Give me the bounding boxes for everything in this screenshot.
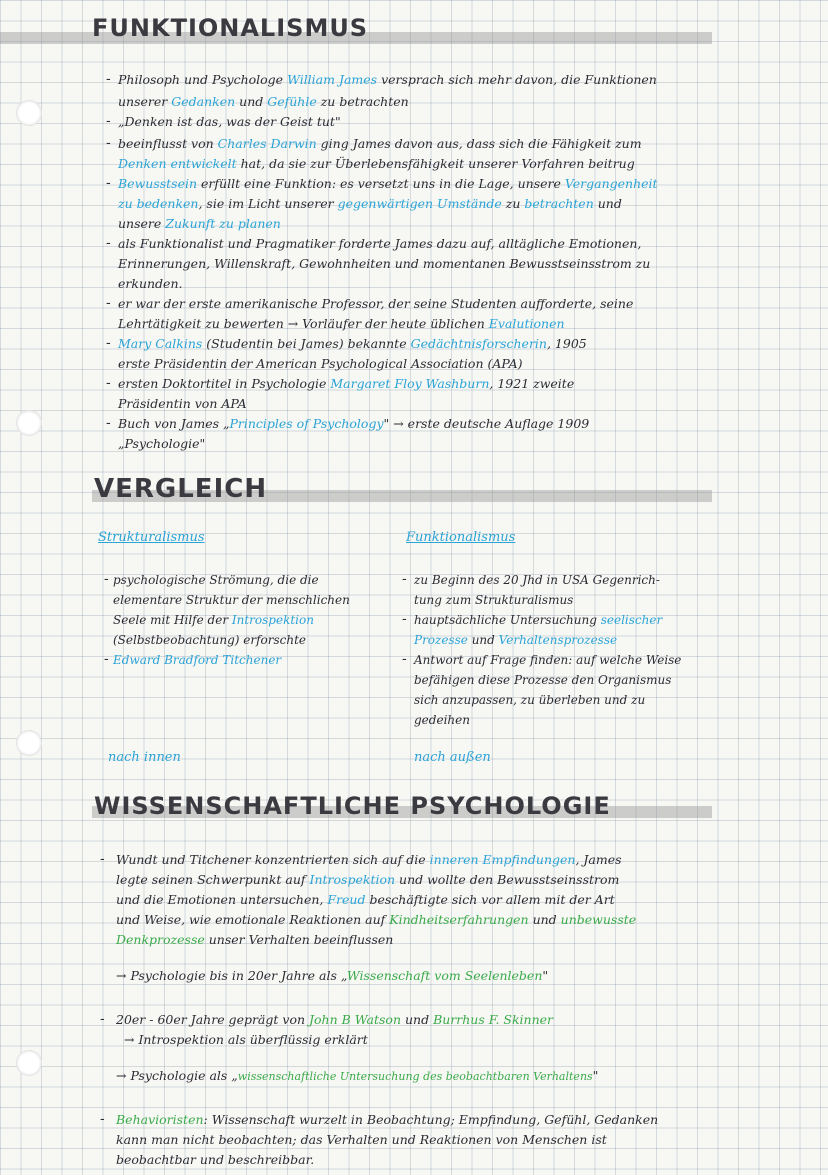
text-line [116,1066,598,1087]
text-span: gedeihen [414,713,470,727]
text-span: und [467,633,499,647]
book-principles-of-psychology: Principles of Psychology [229,416,384,431]
bullet-dash: - [100,1112,105,1127]
term-gedanken: Gedanken [171,94,236,109]
text-span: : Wissenschaft wurzelt in Beobachtung; Empfindung, Gefühl, Gedanken [203,1112,659,1127]
text-span: elementare Struktur der menschlichen [113,593,350,607]
text-span: zu Beginn des 20 Jhd in USA Gegenrich- [414,573,660,587]
text-span: , sie im Licht unserer [198,196,338,211]
text-line [118,214,281,234]
text-line [118,174,658,194]
text-line [116,890,615,910]
term-denkprozesse: Denkprozesse [116,932,205,947]
text-line [118,294,633,314]
text-line [116,870,619,890]
term-bewusstsein: Bewusstsein [118,176,198,191]
text-span: und Weise, wie emotionale Reaktionen auf [116,912,390,927]
text-span: und [235,94,268,109]
bullet-dash: - [106,136,111,151]
bullet-dash: - [106,72,111,87]
text-span: " [592,1068,599,1083]
text-span: ging James davon aus, dass sich die Fähigkeit zum [316,136,642,151]
text-span: 20er - 60er Jahre geprägt von [116,1012,309,1027]
text-span: Philosoph und Psychologe [118,72,288,87]
text-line [118,112,341,132]
text-line [118,314,565,334]
heading-funktionalismus: FUNKTIONALISMUS [92,14,369,42]
punch-hole-2 [16,410,42,436]
text-span: Wundt und Titchener konzentrierten sich auf die [116,852,430,867]
text-line [124,1030,368,1050]
text-span: beobachtbar und beschreibbar. [116,1152,315,1167]
text-line [116,930,393,950]
term-kindheitserfahrungen: Kindheitserfahrungen [389,912,529,927]
bullet-dash: - [100,1012,105,1027]
text-line [116,1150,314,1170]
text-line [414,690,645,710]
text-span: und wollte den Bewusstseinsstrom [395,872,620,887]
text-span: " → erste deutsche Auflage 1909 [383,416,590,431]
column-title-funktionalismus: Funktionalismus [406,530,516,545]
bullet-dash: - [402,612,407,627]
text-line [118,234,641,254]
text-span: zu [501,196,525,211]
term-behavioristen: Behavioristen [116,1112,204,1127]
text-span: Buch von James „ [118,416,230,431]
bullet-dash: - [104,572,109,587]
text-span: , 1921 zweite [489,376,575,391]
text-span: hauptsächliche Untersuchung [414,613,601,627]
text-line [116,966,548,986]
term-gedaechtnisforscherin: Gedächtnisforscherin [410,336,547,351]
text-span: befähigen diese Prozesse den Organismus [414,673,672,687]
name-margaret-floy-washburn: Margaret Floy Washburn [330,376,490,391]
text-span: und die Emotionen untersuchen, [116,892,328,907]
text-line [118,394,247,414]
text-line [118,70,657,90]
text-span: versprach sich mehr davon, die Funktionen [377,72,657,87]
text-line [116,1110,658,1130]
text-span: als Funktionalist und Pragmatiker forderte James dazu auf, alltägliche Emotionen, [118,236,642,251]
text-span: → Psychologie bis in 20er Jahre als „ [116,968,347,983]
text-line [113,650,281,670]
term-wissenschaftliche-untersuchung: wissenschaftliche Untersuchung des beobachtbaren Verhaltens [237,1070,593,1083]
label-nach-aussen: nach außen [414,750,491,765]
text-span: Lehrtätigkeit zu bewerten → Vorläufer der heute üblichen [118,316,489,331]
term-wissenschaft-vom-seelenleben: Wissenschaft vom Seelenleben [346,968,543,983]
text-span: , 1905 [546,336,587,351]
punch-hole-1 [16,100,42,126]
text-line [414,590,573,610]
text-span: legte seinen Schwerpunkt auf [116,872,310,887]
bullet-dash: - [100,852,105,867]
text-line [414,670,671,690]
text-span: tung zum Strukturalismus [414,593,574,607]
bullet-dash: - [402,652,407,667]
text-line [118,254,650,274]
text-span: unserer [118,94,172,109]
bullet-dash: - [402,572,407,587]
text-span: Seele mit Hilfe der [113,613,232,627]
text-line [118,274,182,294]
bullet-dash: - [106,416,111,431]
term-gefuehle: Gefühle [267,94,317,109]
text-line [118,194,622,214]
text-line [116,1010,553,1030]
text-span: " [542,968,549,983]
name-charles-darwin: Charles Darwin [217,136,317,151]
term-introspektion: Introspektion [231,613,314,627]
text-line [118,434,205,454]
text-span: und [401,1012,434,1027]
text-line [414,710,470,730]
text-line [118,354,523,374]
text-line [116,850,622,870]
term-introspektion: Introspektion [309,872,396,887]
text-span: ersten Doktortitel in Psychologie [118,376,331,391]
text-span: beschäftigte sich vor allem mit der Art [365,892,615,907]
term-denken-entwickelt: Denken entwickelt [118,156,237,171]
term-unbewusste: unbewusste [560,912,637,927]
text-span: (Selbstbeobachtung) erforschte [113,633,307,647]
bullet-dash: - [106,114,111,129]
text-line [118,154,635,174]
text-span: unser Verhalten beeinflussen [204,932,394,947]
bullet-dash: - [106,376,111,391]
text-span: „Psychologie" [118,436,206,451]
text-line [113,610,314,630]
column-title-strukturalismus: Strukturalismus [98,530,205,545]
text-line [116,910,636,930]
term-verhaltensprozesse: Verhaltensprozesse [498,633,618,647]
text-span: → Introspektion als überflüssig erklärt [124,1032,368,1047]
quote-text: „Denken ist das, was der Geist tut" [118,114,341,129]
term-zu-bedenken: zu bedenken [118,196,199,211]
text-span: und [593,196,622,211]
text-line [118,334,587,354]
text-span: Präsidentin von APA [118,396,247,411]
name-titchener: Edward Bradford Titchener [113,653,282,667]
text-span: psychologische Strömung, die die [113,573,319,587]
text-span: erste Präsidentin der American Psychological Association (APA) [118,356,523,371]
text-line [414,610,662,630]
text-line [116,1130,607,1150]
text-line [113,570,319,590]
label-nach-innen: nach innen [108,750,181,765]
term-innere-empfindungen: inneren Empfindungen [429,852,576,867]
text-span: sich anzupassen, zu überleben und zu [414,693,646,707]
term-evalutionen: Evalutionen [488,316,565,331]
text-line [118,134,642,154]
term-gegenwaertige-umstaende: gegenwärtigen Umstände [337,196,502,211]
text-line [414,570,660,590]
text-span: erkunden. [118,276,183,291]
term-zukunft-planen: Zukunft zu planen [165,216,281,231]
name-burrhus-f-skinner: Burrhus F. Skinner [433,1012,554,1027]
punch-hole-4 [16,1050,42,1076]
text-line [414,630,617,650]
bullet-dash: - [106,176,111,191]
text-span: → Psychologie als „ [116,1068,238,1083]
name-john-b-watson: John B Watson [309,1012,401,1027]
text-span: beeinflusst von [118,136,218,151]
name-freud: Freud [327,892,366,907]
text-span: erfüllt eine Funktion: es versetzt uns in die Lage, unsere [197,176,565,191]
text-line [118,374,574,394]
text-span: Erinnerungen, Willenskraft, Gewohnheiten und momentanen Bewusstseinsstrom zu [118,256,651,271]
term-seelischer: seelischer [600,613,663,627]
text-span: hat, da sie zur Überlebensfähigkeit unserer Vorfahren beitrug [236,156,635,171]
heading-wissenschaftliche-psychologie: WISSENSCHAFTLICHE PSYCHOLOGIE [94,792,611,820]
bullet-dash: - [106,296,111,311]
text-line [113,630,306,650]
bullet-dash: - [104,652,109,667]
term-betrachten: betrachten [524,196,594,211]
text-span: er war der erste amerikanische Professor, der seine Studenten aufforderte, seine [118,296,634,311]
text-span: , James [575,852,622,867]
term-vergangenheit: Vergangenheit [564,176,658,191]
heading-vergleich: VERGLEICH [94,474,268,504]
text-span: unsere [118,216,166,231]
text-line [113,590,350,610]
bullet-dash: - [106,336,111,351]
text-line [414,650,681,670]
name-william-james: William James [287,72,378,87]
bullet-dash: - [106,236,111,251]
name-mary-calkins: Mary Calkins [118,336,203,351]
text-span: zu betrachten [316,94,409,109]
text-span: und [528,912,561,927]
text-line [118,414,589,434]
text-line [118,92,409,112]
text-span: kann man nicht beobachten; das Verhalten und Reaktionen von Menschen ist [116,1132,607,1147]
term-prozesse: Prozesse [414,633,468,647]
text-span: (Studentin bei James) bekannte [202,336,411,351]
text-span: Antwort auf Frage finden: auf welche Weise [414,653,682,667]
punch-hole-3 [16,730,42,756]
